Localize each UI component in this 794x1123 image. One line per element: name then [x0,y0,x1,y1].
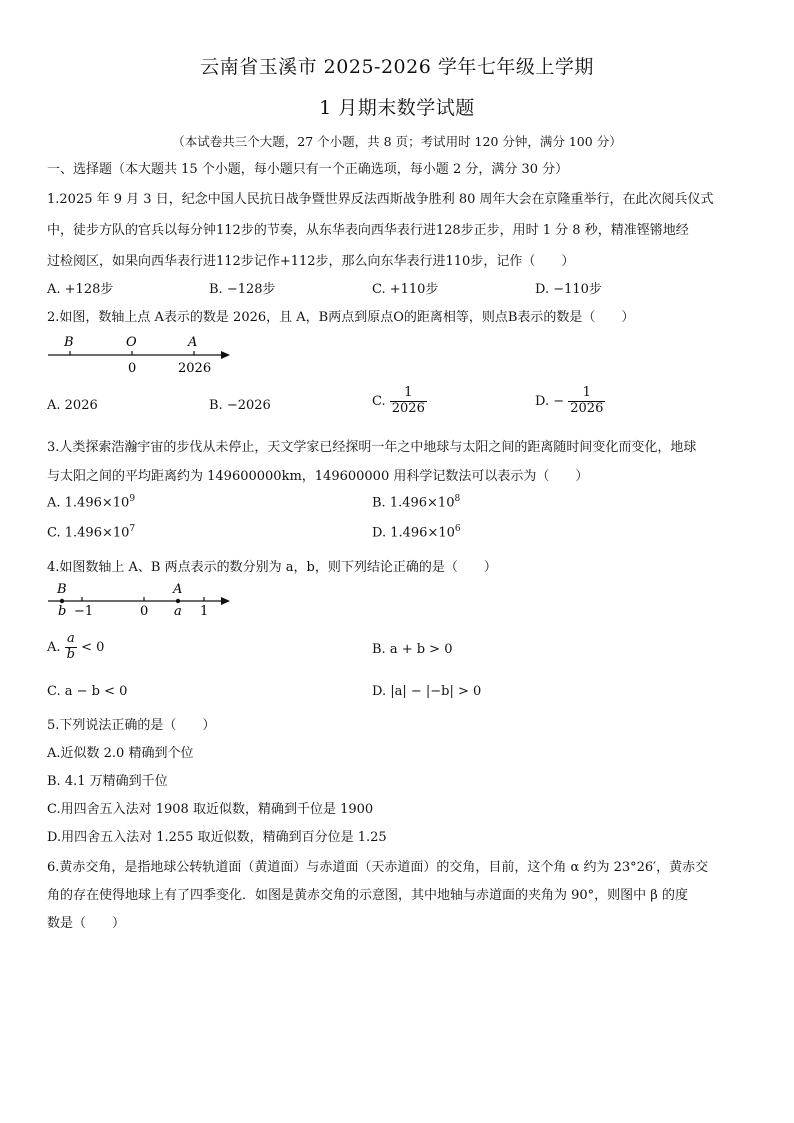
q1-option-d: D. −110步 [535,282,602,297]
q5-option-b: B. 4.1 万精确到千位 [47,774,168,789]
q1-option-c: C. +110步 [372,282,439,297]
section-heading: 一、选择题（本大题共 15 个小题，每小题只有一个正确选项，每小题 2 分，满分 30 分） [47,162,569,177]
q5-option-d: D.用四舍五入法对 1.255 取近似数，精确到百分位是 1.25 [47,830,387,845]
q4-tick-neg1: −1 [74,604,94,619]
exam-note: （本试卷共三个大题，27 个小题，共 8 页；考试用时 120 分钟，满分 100 分） [172,134,622,149]
q2-number-line [40,330,240,378]
q2-option-b: B. −2026 [209,398,271,413]
q4-option-a: A. $\frac{a}{b}$ < 0 [47,631,105,662]
q2-tick-zero: 0 [128,361,137,376]
q3-option-d: D. $1.496\times 10^6$ [372,524,461,541]
q4-number-line [40,578,240,620]
q2-option-d: D. − $\frac{1}{2026}$ [535,385,604,416]
q1-line1: 1.2025 年 9 月 3 日，纪念中国人民抗日战争暨世界反法西斯战争胜利 80 周年大会在京隆重举行，在此次阅兵仪式 [47,192,714,207]
q4-line1: 4.如图数轴上 A、B 两点表示的数分别为 a，b，则下列结论正确的是（ ） [47,560,497,575]
q4-label-A: A [173,582,183,597]
q5-option-c: C.用四舍五入法对 1908 取近似数，精确到千位是 1900 [47,802,374,817]
q4-option-b: B. a + b > 0 [372,642,453,657]
q3-option-a: A. $1.496\times 10^9$ [47,494,136,511]
q1-line3: 过检阅区，如果向西华表行进112步记作+112步，那么向东华表行进110步，记作（ ） [47,254,575,269]
q4-label-B: B [57,582,67,597]
q3-option-c: C. $1.496\times 10^7$ [47,524,136,541]
q1-line2: 中，徒步方队的官兵以每分钟112步的节奏，从东华表向西华表行进128步正步，用时 1 分 8 秒，精准铿锵地经 [47,223,689,238]
q5-option-a: A.近似数 2.0 精确到个位 [47,746,194,761]
q2-tick-2026: 2026 [178,361,212,376]
q4-label-a: a [174,604,182,619]
q6-line2: 角的存在使得地球上有了四季变化．如图是黄赤交角的示意图，其中地轴与赤道面的夹角为 90°，则图中 β 的度 [47,888,688,903]
q2-label-A: A [188,335,198,350]
exam-title-line2: 1 月期末数学试题 [319,97,475,119]
exam-title-line1: 云南省玉溪市 2025-2026 学年七年级上学期 [200,56,594,78]
q2-option-c: C. $\frac{1}{2026}$ [372,385,425,416]
q4-tick-one: 1 [200,604,209,619]
q2-label-O: O [126,335,137,350]
q1-option-b: B. −128步 [209,282,276,297]
q3-line1: 3.人类探索浩瀚宇宙的步伐从未停止，天文学家已经探明一年之中地球与太阳之间的距离随时间变化而变化，地球 [47,440,697,455]
q4-option-c: C. a − b < 0 [47,684,128,699]
q4-tick-zero: 0 [140,604,149,619]
q2-line1: 2.如图，数轴上点 A表示的数是 2026，且 A，B两点到原点O的距离相等，则点B表示的数是（ ） [47,310,635,325]
q4-label-b: b [58,604,67,619]
q1-option-a: A. +128步 [47,282,114,297]
q3-line2: 与太阳之间的平均距离约为 149600000km，149600000 用科学记数法可以表示为（ ） [47,469,589,484]
q6-line1: 6.黄赤交角，是指地球公转轨道面（黄道面）与赤道面（天赤道面）的交角，目前，这个角 α 约为 23°26′，黄赤交 [47,860,709,875]
q2-label-B: B [64,335,74,350]
q5-line1: 5.下列说法正确的是（ ） [47,718,216,733]
q4-option-d: D. |a| − |−b| > 0 [372,684,482,699]
q2-option-a: A. 2026 [47,398,98,413]
q6-line3: 数是（ ） [47,916,126,931]
q3-option-b: B. $1.496\times 10^8$ [372,494,461,511]
